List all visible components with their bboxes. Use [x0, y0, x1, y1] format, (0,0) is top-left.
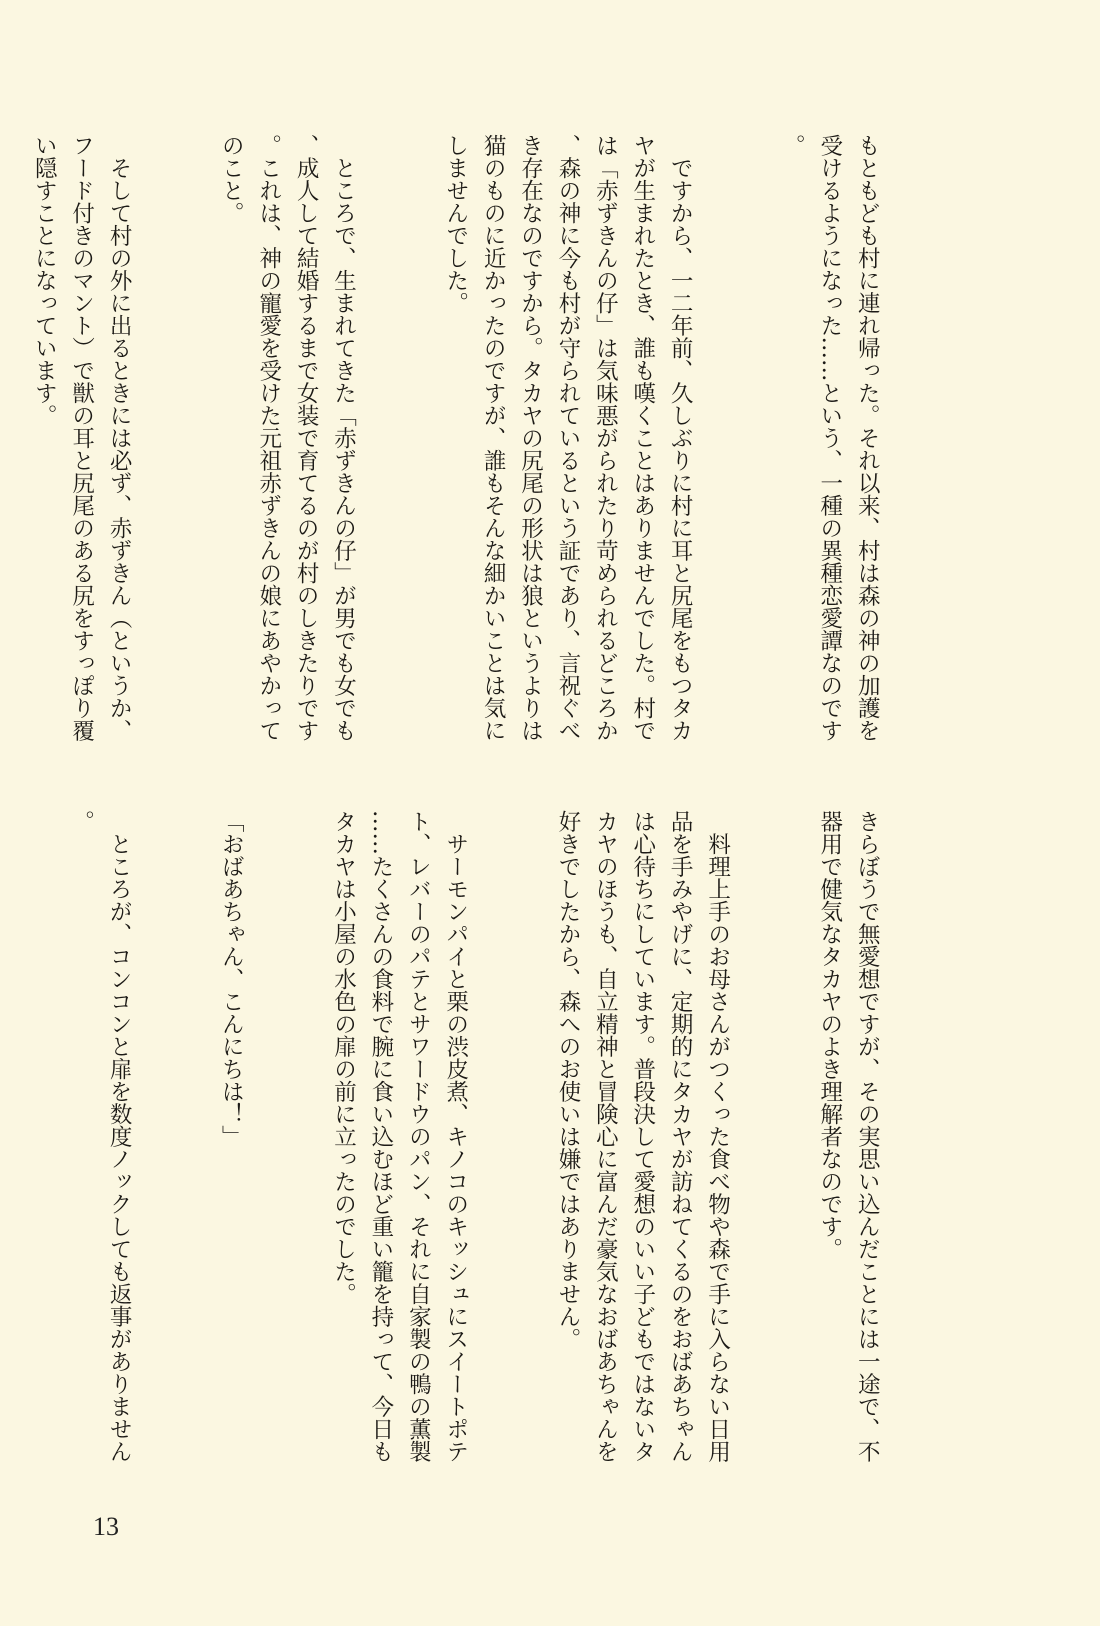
paragraph: サーモンパイと栗の渋皮煮、キノコのキッシュにスイートポテト、レバーのパテとサワードウのパン、それに自家製の鴨の薫製……たくさんの食料で腕に食い込むほど重い籠を持って、今日もタカヤは小屋の水色の扉の前に立ったのでした。	[330, 810, 469, 1463]
upper-text-block	[31, 134, 960, 756]
lower-text-block	[68, 810, 960, 1470]
dialogue-line: 「おばあちゃん、こんにちは！」	[218, 810, 245, 1148]
paragraph: もともども村に連れ帰った。それ以来、村は森の神の加護を受けるようになった……という、一種の異種恋愛譚なのです。	[779, 134, 881, 742]
paragraph: ですから、一二年前、久しぶりに村に耳と尻尾をもつタカヤが生まれたとき、誰も嘆くことはありませんでした。村では「赤ずきんの仔」は気味悪がられたり苛められるどころか、森の神に今も村が守られているという証であり、言祝ぐべき存在なのですから。タカヤの尻尾の形状は狼というよりは猫のものに近かったのですが、誰もそんな細かいことは気にしませんでした。	[442, 134, 694, 742]
paragraph: そして村の外に出るときには必ず、赤ずきん（というか、フード付きのマント）で獣の耳と尻尾のある尻をすっぽり覆い隠すことになっています。	[31, 134, 133, 742]
paragraph: ところで、生まれてきた「赤ずきんの仔」が男でも女でも、成人して結婚するまで女装で育てるのが村のしきたりです。これは、神の寵愛を受けた元祖赤ずきんの娘にあやかってのこと。	[218, 134, 357, 742]
paragraph: 料理上手のお母さんがつくった食べ物や森で手に入らない日用品を手みやげに、定期的にタカヤが訪ねてくるのをおばあちゃんは心待ちにしています。普段決して愛想のいい子どもではないタカヤのほうも、自立精神と冒険心に富んだ豪気なおばあちゃんを好きでしたから、森へのお使いは嫌ではありません。	[554, 810, 731, 1463]
page-number: 13	[93, 1512, 119, 1541]
paragraph: きらぼうで無愛想ですが、その実思い込んだことには一途で、不器用で健気なタカヤのよき理解者なのです。	[816, 810, 881, 1463]
paragraph: ところが、コンコンと扉を数度ノックしても返事がありません。	[68, 810, 133, 1463]
